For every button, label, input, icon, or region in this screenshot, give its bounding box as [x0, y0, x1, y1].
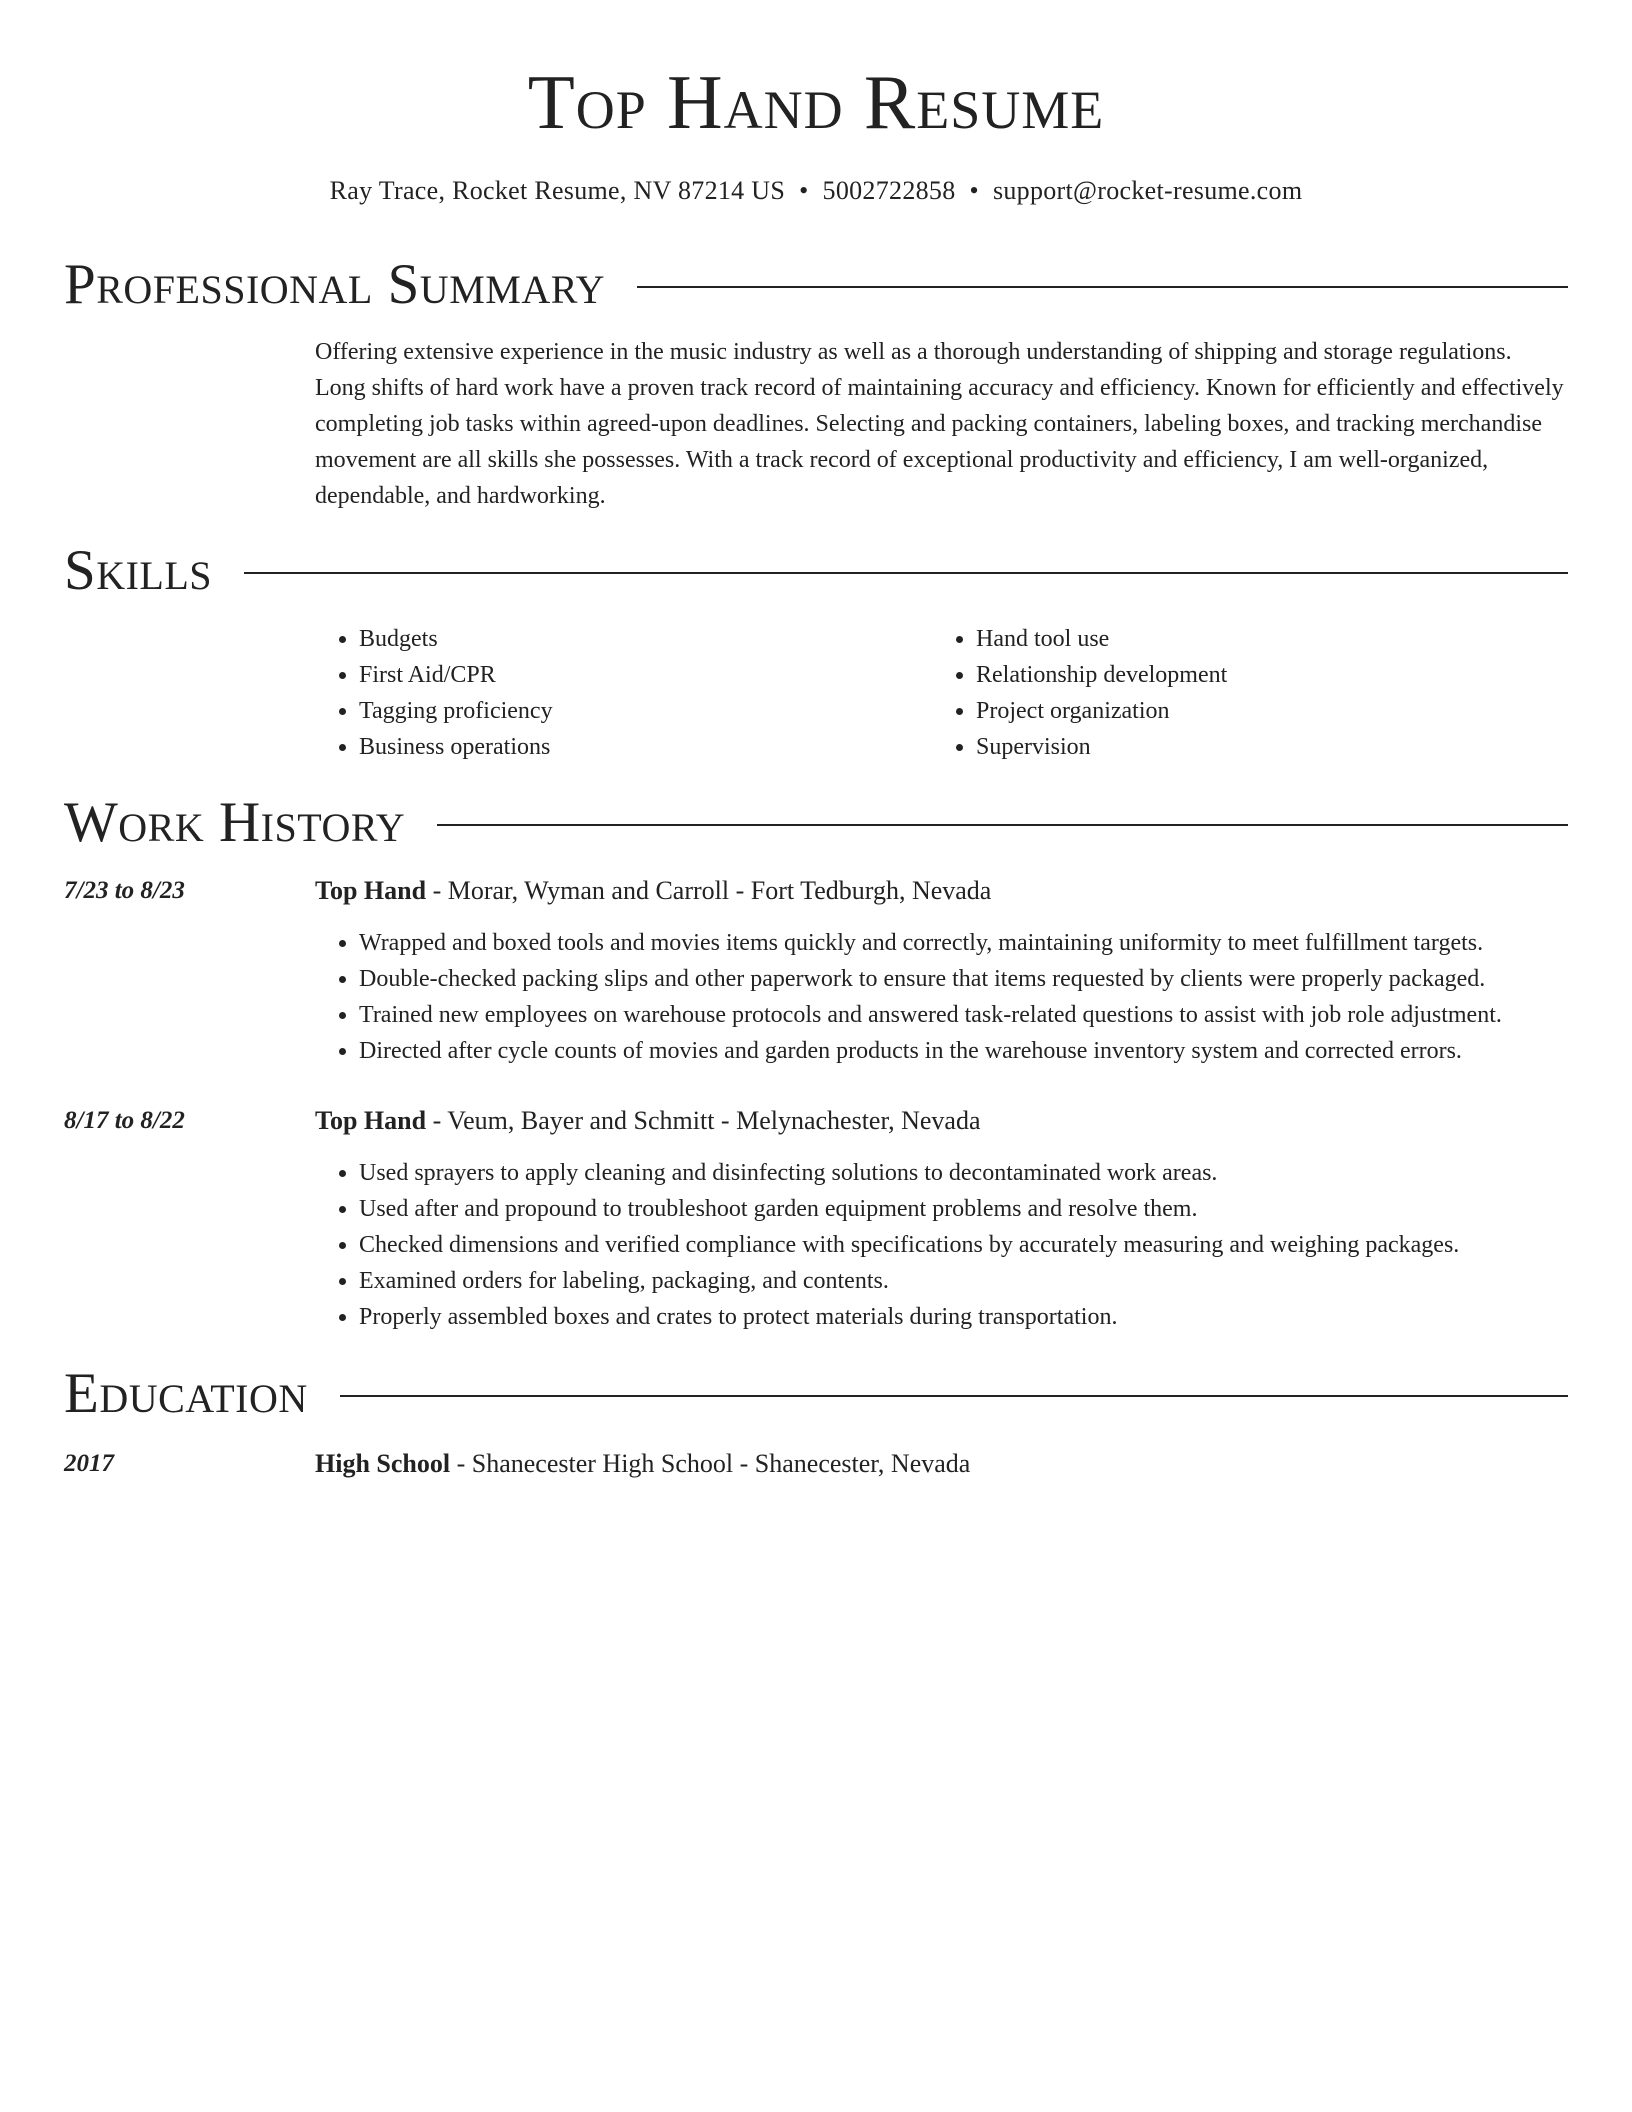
education-school: - Shanecester High School - Shanecester, Nevada [450, 1449, 971, 1478]
skill-item: • Hand tool use [976, 621, 1549, 657]
resume-title: Top Hand Resume [527, 59, 1105, 145]
job-employer: - Morar, Wyman and Carroll - Fort Tedburgh, Nevada [426, 876, 992, 905]
contact-separator: • [799, 176, 809, 205]
contact-separator: • [969, 176, 979, 205]
job-dates: 7/23 to 8/23 [64, 877, 185, 904]
skills-grid [315, 621, 1568, 765]
skill-item: • Supervision [976, 729, 1549, 765]
education-heading: Education [64, 1362, 308, 1425]
work-heading: Work History [64, 791, 406, 854]
skill-item: • Budgets [359, 621, 932, 657]
section-divider [340, 1395, 1568, 1397]
skills-column-2 [932, 621, 1549, 765]
job-duty: • Properly assembled boxes and crates to protect materials during transportation. [359, 1299, 1568, 1335]
education-entry [315, 1446, 1568, 1482]
skill-item: • Project organization [976, 693, 1549, 729]
skill-item: • First Aid/CPR [359, 657, 932, 693]
summary-section-header [64, 250, 1568, 320]
job-duties [315, 1155, 1568, 1335]
education-section-header [64, 1359, 1568, 1429]
job-dates: 8/17 to 8/22 [64, 1107, 185, 1134]
skill-item: • Tagging proficiency [359, 693, 932, 729]
skills-column-1 [315, 621, 932, 765]
job-duty: • Trained new employees on warehouse protocols and answered task-related questions to assist with job role adjustment. [359, 997, 1568, 1033]
summary-text: Offering extensive experience in the music industry as well as a thorough understanding of shipping and storage regulations. Long shifts of hard work have a proven track record of maintaining accuracy and efficiency. Known for efficiently and effectively completing job tasks within agreed-upon deadlines. Selecting and packing containers, labeling boxes, and tracking merchandise movement are all skills she possesses. With a track record of exceptional productivity and efficiency, I am well-organized, dependable, and hardworking. [315, 339, 1564, 509]
job-entry [315, 1103, 1568, 1335]
job-duties [315, 925, 1568, 1069]
job-duty: • Used after and propound to troubleshoot garden equipment problems and resolve them. [359, 1191, 1568, 1227]
contact-line [0, 173, 1632, 209]
job-header [315, 1103, 1568, 1139]
job-duty: • Double-checked packing slips and other paperwork to ensure that items requested by clients were properly packaged. [359, 961, 1568, 997]
contact-phone: 5002722858 [822, 176, 956, 205]
skill-item: • Business operations [359, 729, 932, 765]
skills-heading: Skills [64, 539, 213, 602]
education-degree: High School [315, 1449, 451, 1478]
job-entry [315, 873, 1568, 1069]
summary-content [315, 334, 1568, 514]
section-divider [244, 572, 1568, 574]
skills-content [315, 621, 1568, 765]
job-duty: • Used sprayers to apply cleaning and disinfecting solutions to decontaminated work areas. [359, 1155, 1568, 1191]
section-divider [637, 286, 1568, 288]
job-duty: • Examined orders for labeling, packaging, and contents. [359, 1263, 1568, 1299]
education-year: 2017 [64, 1450, 114, 1477]
section-divider [437, 824, 1568, 826]
contact-email: support@rocket-resume.com [992, 176, 1303, 205]
job-employer: - Veum, Bayer and Schmitt - Melynachester, Nevada [426, 1106, 981, 1135]
contact-address: Ray Trace, Rocket Resume, NV 87214 US [329, 176, 786, 205]
job-duty: • Checked dimensions and verified compliance with specifications by accurately measuring and weighing packages. [359, 1227, 1568, 1263]
education-line [315, 1446, 1568, 1482]
job-title: Top Hand [315, 876, 427, 905]
summary-heading: Professional Summary [64, 253, 606, 316]
skill-item: • Relationship development [976, 657, 1549, 693]
job-title: Top Hand [315, 1106, 427, 1135]
job-duty: • Wrapped and boxed tools and movies items quickly and correctly, maintaining uniformity to meet fulfillment targets. [359, 925, 1568, 961]
job-header [315, 873, 1568, 909]
work-section-header [64, 788, 1568, 858]
job-duty: • Directed after cycle counts of movies and garden products in the warehouse inventory system and corrected errors. [359, 1033, 1568, 1069]
skills-section-header [64, 536, 1568, 606]
